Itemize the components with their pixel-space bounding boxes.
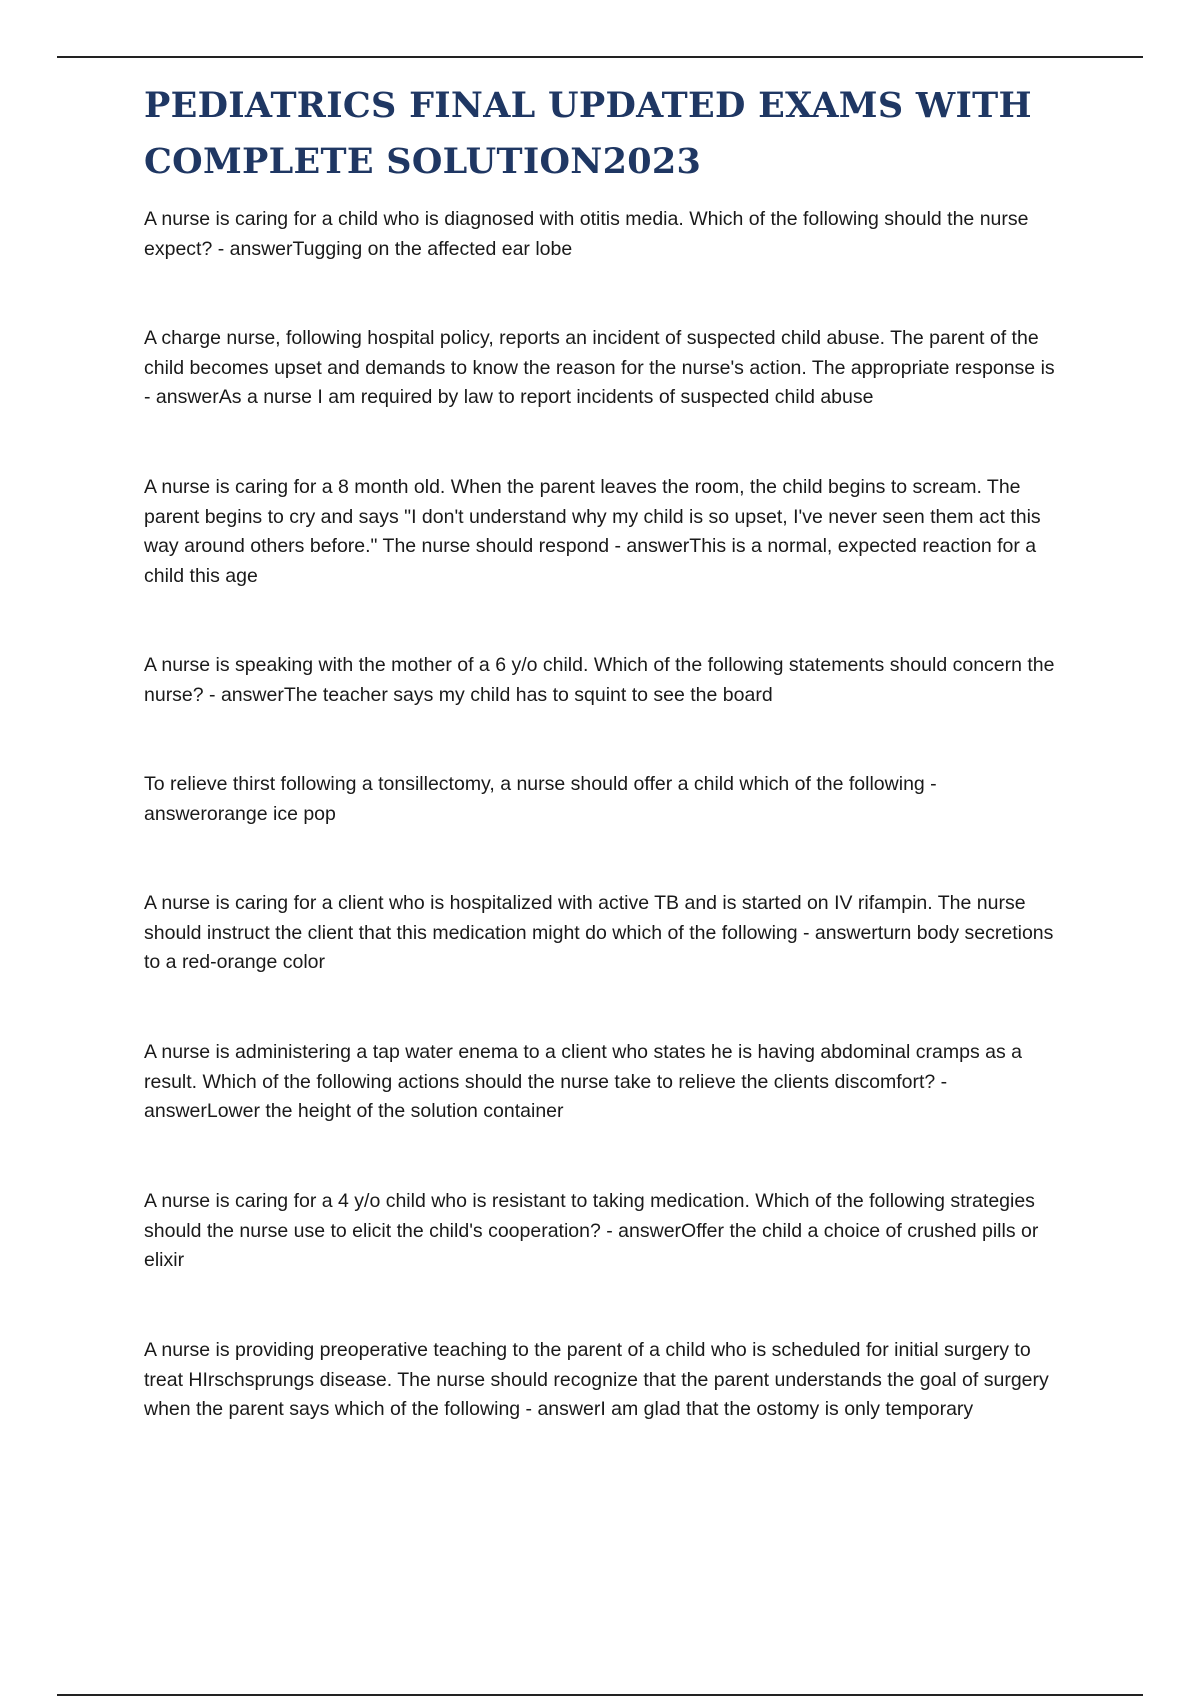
qa-item-1: A nurse is caring for a child who is diagnosed with otitis media. Which of the following should the nurse expect? - answerTugging on the affected ear lobe — [144, 208, 1029, 260]
qa-item-5: To relieve thirst following a tonsillectomy, a nurse should offer a child which of the following - answerorange ice pop — [144, 773, 937, 825]
qa-item-9: A nurse is providing preoperative teaching to the parent of a child who is scheduled for initial surgery to treat HIrschsprungs disease. The nurse should recognize that the parent understands the goal of surgery when the parent says which of the following - answerI am glad that the ostomy is only temporary — [144, 1339, 1049, 1420]
qa-item-2: A charge nurse, following hospital policy, reports an incident of suspected child abuse. The parent of the child becomes upset and demands to know the reason for the nurse's action. The appropriate response is - answerAs a nurse I am required by law to report incidents of suspected child abuse — [144, 327, 1055, 408]
bottom-divider — [57, 1694, 1143, 1696]
qa-item-8: A nurse is caring for a 4 y/o child who is resistant to taking medication. Which of the following strategies should the nurse use to elicit the child's cooperation? - answerOffer the child a choice of crushed pills or elixir — [144, 1190, 1039, 1271]
document-title: PEDIATRICS FINAL UPDATED EXAMS WITH COMPLETE SOLUTION2023 — [144, 85, 1032, 182]
top-divider — [57, 56, 1143, 58]
qa-item-3: A nurse is caring for a 8 month old. When the parent leaves the room, the child begins to scream. The parent begins to cry and says "I don't understand why my child is so upset, I've never seen them act this way around others before." The nurse should respond - answerThis is a normal, expected reaction for a child this age — [144, 476, 1041, 587]
qa-item-4: A nurse is speaking with the mother of a 6 y/o child. Which of the following statements should concern the nurse? - answerThe teacher says my child has to squint to see the board — [144, 654, 1055, 706]
qa-item-7: A nurse is administering a tap water enema to a client who states he is having abdominal cramps as a result. Which of the following actions should the nurse take to relieve the clients discomfort? - answerLower the height of the solution container — [144, 1041, 1022, 1122]
qa-item-6: A nurse is caring for a client who is hospitalized with active TB and is started on IV rifampin. The nurse should instruct the client that this medication might do which of the following - answerturn body secretions to a red-orange color — [144, 892, 1054, 973]
